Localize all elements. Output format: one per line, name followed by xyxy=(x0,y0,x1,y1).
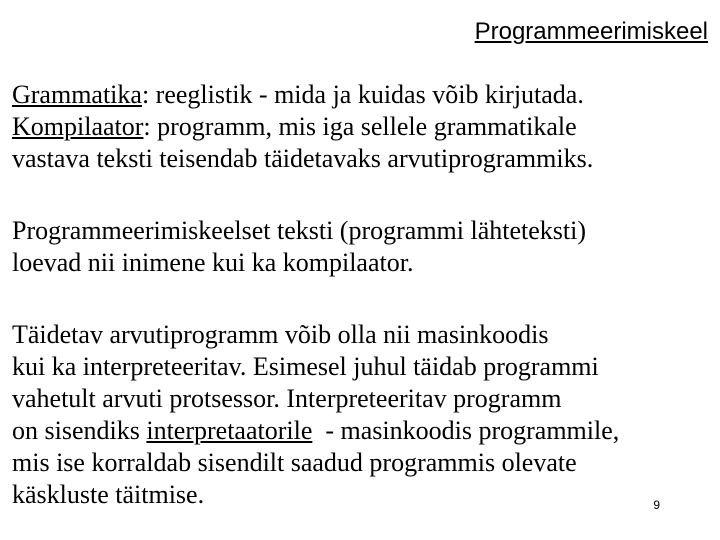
definition-text: : programm, mis iga sellele grammatikale xyxy=(143,112,577,141)
definition-grammatika xyxy=(12,79,716,111)
text-line: loevad nii inimene kui ka kompilaator. xyxy=(12,248,414,277)
definition-text: : reeglistik - mida ja kuidas võib kirjutada. xyxy=(141,80,584,109)
slide-title: Programmeerimiskeel xyxy=(474,18,708,45)
slide-body xyxy=(12,79,716,511)
text-line: vastava teksti teisendab täidetavaks arvutiprogrammiks. xyxy=(12,144,594,173)
text-line: kui ka interpreteeritav. Esimesel juhul täidab programmi xyxy=(12,352,599,381)
text-line: vahetult arvuti protsessor. Interpreteeritav programm xyxy=(12,384,562,413)
interpretaatorile-link[interactable]: interpretaatorile xyxy=(146,416,313,445)
paragraph-gap xyxy=(12,279,716,319)
term-grammatika: Grammatika xyxy=(12,80,142,109)
definition-kompilaator xyxy=(12,111,716,143)
paragraph-gap xyxy=(12,175,716,215)
page-number: 9 xyxy=(653,498,660,512)
term-kompilaator: Kompilaator xyxy=(12,112,144,141)
text-line xyxy=(12,415,716,447)
text-segment: on sisendiks xyxy=(12,416,147,445)
text-segment: - masinkoodis programmile, xyxy=(312,416,620,445)
text-line: Programmeerimiskeelset teksti (programmi lähteteksti) xyxy=(12,216,587,245)
text-line: käskluste täitmise. xyxy=(12,480,205,509)
text-line: mis ise korraldab sisendilt saadud programmis olevate xyxy=(12,448,577,477)
text-line: Täidetav arvutiprogramm võib olla nii masinkoodis xyxy=(12,320,549,349)
